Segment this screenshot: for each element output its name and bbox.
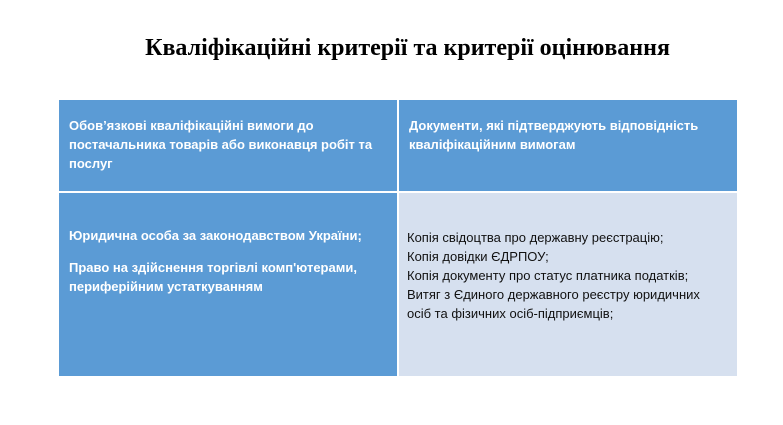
header-documents-cell bbox=[399, 100, 737, 191]
requirement-item: Право на здійснення торгівлі комп'ютерами, периферійним устаткуванням bbox=[69, 260, 357, 294]
document-item: Копія документу про статус платника податків; bbox=[407, 268, 689, 283]
requirements-cell bbox=[59, 193, 397, 376]
documents-cell bbox=[399, 193, 737, 376]
header-requirements-text: Обов’язкові кваліфікаційні вимоги до постачальника товарів або виконавця робіт та послуг bbox=[69, 118, 373, 171]
criteria-table bbox=[59, 100, 737, 376]
header-requirements-cell bbox=[59, 100, 397, 191]
slide-title: Кваліфікаційні критерії та критерії оцінювання bbox=[145, 35, 670, 61]
document-item: Витяг з Єдиного державного реєстру юридичних осіб та фізичних осіб-підприємців; bbox=[407, 287, 700, 321]
document-item: Копія свідоцтва про державну реєстрацію; bbox=[407, 230, 664, 245]
header-documents-text: Документи, які підтверджують відповідність кваліфікаційним вимогам bbox=[409, 118, 699, 152]
requirement-item: Юридична особа за законодавством України; bbox=[69, 228, 362, 243]
document-item: Копія довідки ЄДРПОУ; bbox=[407, 249, 549, 264]
